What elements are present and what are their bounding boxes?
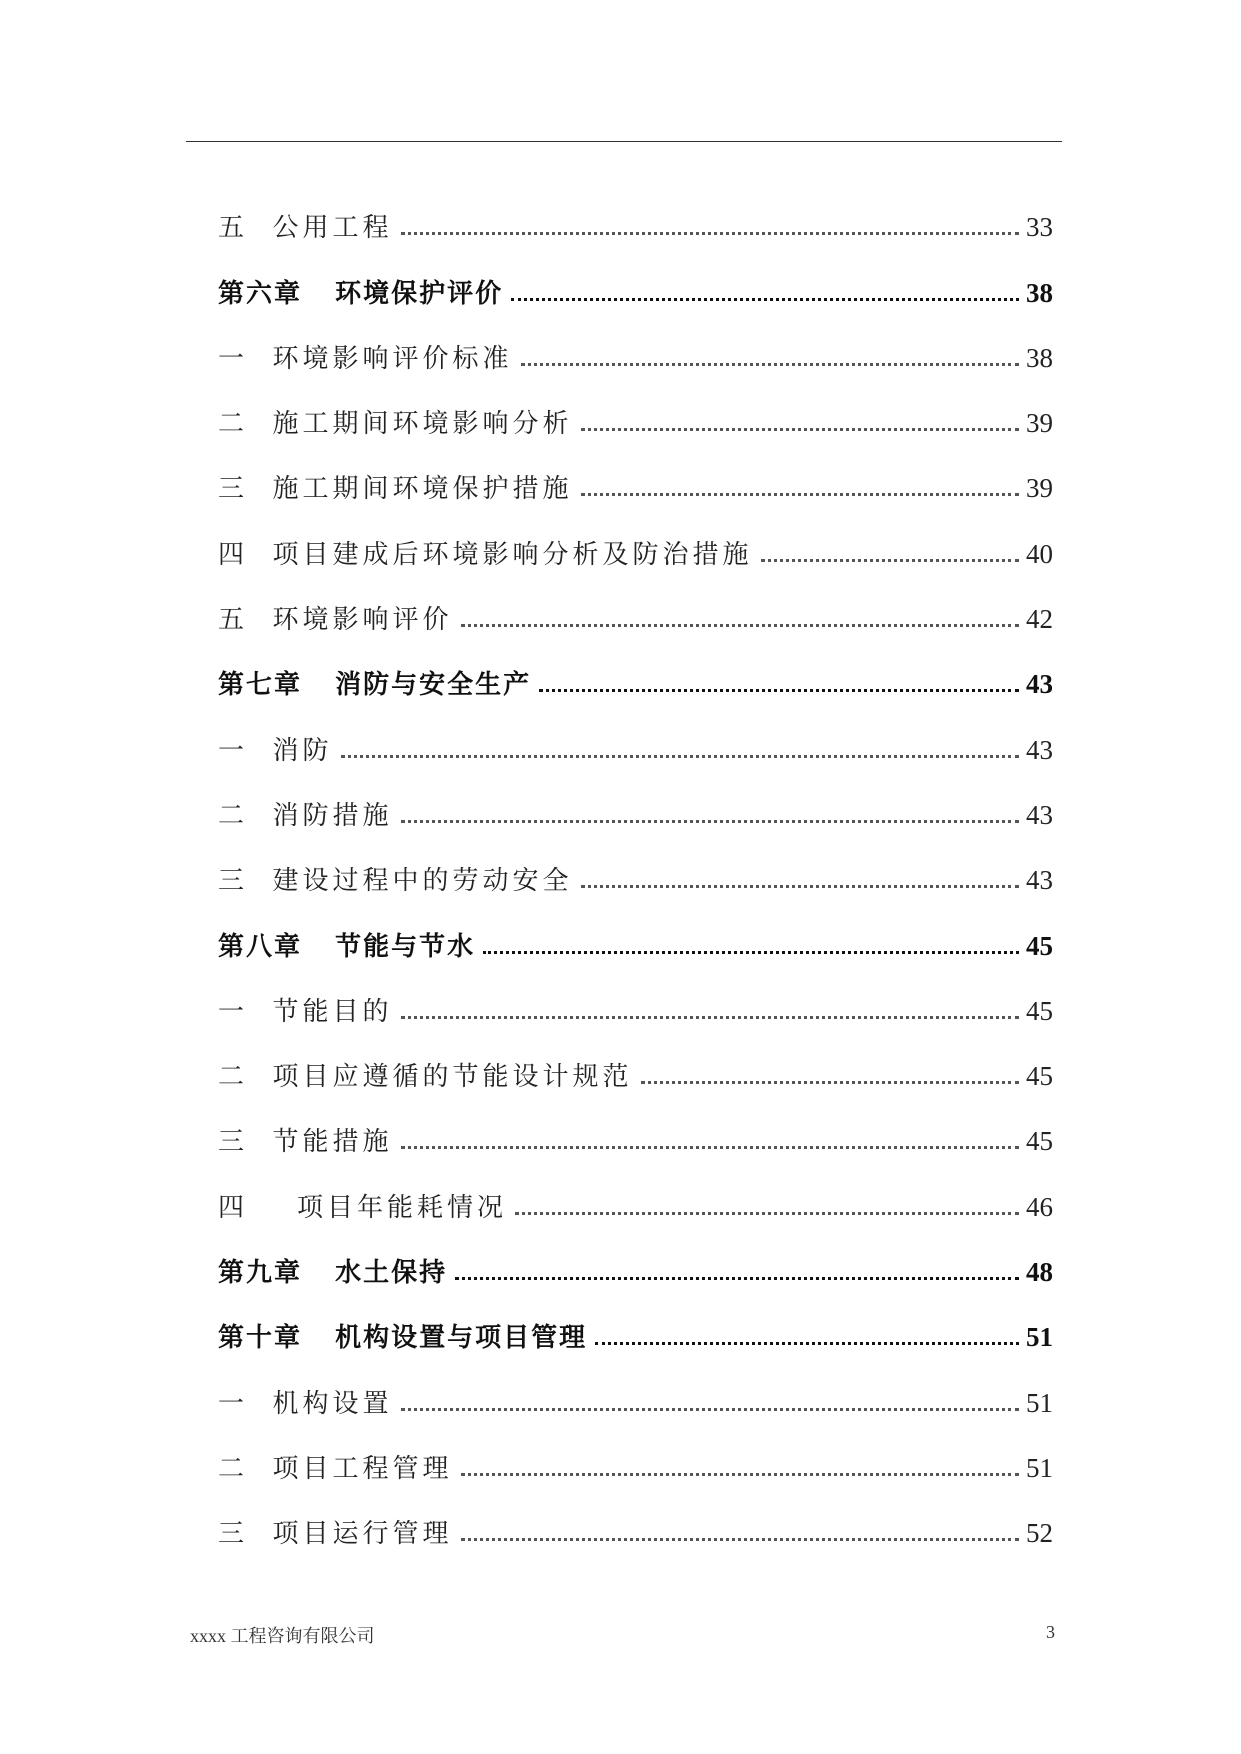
toc-entry[interactable] [218,502,1053,570]
toc-entry-page: 42 [1026,604,1053,635]
toc-chapter-entry[interactable] [218,1221,1053,1289]
toc-entry-page: 39 [1026,473,1053,504]
toc-chapter-entry[interactable] [218,1286,1053,1354]
toc-entry-title: 一 机构设置 [218,1388,393,1419]
dot-leader [401,1408,1019,1411]
dot-leader [511,298,1019,301]
toc-chapter-entry[interactable] [218,894,1053,962]
toc-entry-title: 二 施工期间环境影响分析 [218,409,573,440]
dot-leader [581,493,1019,496]
toc-entry[interactable] [218,437,1053,505]
dot-leader [401,1146,1019,1149]
toc-entry[interactable] [218,698,1053,766]
toc-entry-page: 40 [1026,538,1053,569]
footer-page-number: 3 [1046,1622,1055,1642]
toc-entry-page: 39 [1026,408,1053,439]
dot-leader [401,820,1019,823]
toc-entry-title: 五 公用工程 [218,213,393,244]
table-of-contents [218,176,1053,1550]
toc-entry-title: 一 环境影响评价标准 [218,343,513,374]
toc-entry-page: 33 [1026,212,1053,243]
toc-entry-page: 51 [1026,1452,1053,1483]
toc-entry[interactable] [218,1351,1053,1419]
toc-entry-title: 第九章 水土保持 [218,1258,448,1289]
header-rule [186,141,1062,142]
page-footer [190,1622,1055,1648]
toc-entry-page: 45 [1026,930,1053,961]
dot-leader [581,428,1019,431]
toc-entry[interactable] [218,1090,1053,1158]
toc-chapter-entry[interactable] [218,241,1053,309]
toc-entry[interactable] [218,829,1053,897]
toc-entry-page: 45 [1026,1126,1053,1157]
dot-leader [641,1081,1019,1084]
toc-entry-title: 第十章 机构设置与项目管理 [218,1323,588,1354]
dot-leader [483,951,1019,954]
dot-leader [461,1473,1019,1476]
dot-leader [761,559,1019,562]
toc-entry-page: 43 [1026,799,1053,830]
toc-entry-page: 43 [1026,734,1053,765]
toc-entry-page: 45 [1026,1061,1053,1092]
dot-leader [515,1212,1019,1215]
dot-leader [461,624,1019,627]
toc-entry-title: 三 项目运行管理 [218,1519,453,1550]
toc-entry-title: 二 项目工程管理 [218,1453,453,1484]
dot-leader [341,755,1019,758]
toc-entry-page: 43 [1026,669,1053,700]
toc-entry-page: 46 [1026,1191,1053,1222]
toc-entry-page: 43 [1026,865,1053,896]
toc-entry-title: 四 项目建成后环境影响分析及防治措施 [218,539,753,570]
toc-entry[interactable] [218,960,1053,1025]
toc-entry[interactable] [218,764,1053,829]
toc-entry-title: 四 项目年能耗情况 [218,1192,508,1223]
dot-leader [401,232,1019,235]
toc-entry-title: 一 节能目的 [218,996,393,1027]
toc-entry[interactable] [218,568,1053,636]
toc-entry[interactable] [218,1025,1053,1093]
toc-entry[interactable] [218,1482,1053,1550]
dot-leader [461,1538,1019,1541]
toc-entry[interactable] [218,372,1053,440]
toc-entry-title: 第七章 消防与安全生产 [218,670,532,701]
dot-leader [455,1277,1019,1280]
toc-entry-page: 38 [1026,277,1053,308]
toc-entry-page: 48 [1026,1257,1053,1288]
toc-entry-page: 52 [1026,1518,1053,1549]
dot-leader [595,1342,1019,1345]
dot-leader [539,689,1019,692]
toc-entry-title: 三 施工期间环境保护措施 [218,474,573,505]
toc-entry-title: 一 消防 [218,735,333,766]
toc-entry-title: 三 节能措施 [218,1127,393,1158]
dot-leader [581,885,1019,888]
dot-leader [521,363,1019,366]
toc-entry[interactable] [218,307,1053,372]
toc-entry[interactable] [218,176,1053,244]
toc-entry-title: 三 建设过程中的劳动安全 [218,866,573,897]
toc-entry-title: 第八章 节能与节水 [218,931,476,962]
dot-leader [401,1016,1019,1019]
toc-entry-page: 45 [1026,995,1053,1026]
toc-entry-page: 51 [1026,1322,1053,1353]
toc-entry[interactable] [218,1155,1053,1223]
toc-entry-page: 38 [1026,342,1053,373]
toc-entry-title: 五 环境影响评价 [218,605,453,636]
footer-company: xxxx 工程咨询有限公司 [190,1626,375,1646]
toc-entry-title: 二 项目应遵循的节能设计规范 [218,1062,633,1093]
toc-entry-title: 二 消防措施 [218,800,393,831]
toc-entry[interactable] [218,1417,1053,1482]
toc-entry-page: 51 [1026,1387,1053,1418]
toc-chapter-entry[interactable] [218,633,1053,701]
toc-entry-title: 第六章 环境保护评价 [218,278,504,309]
